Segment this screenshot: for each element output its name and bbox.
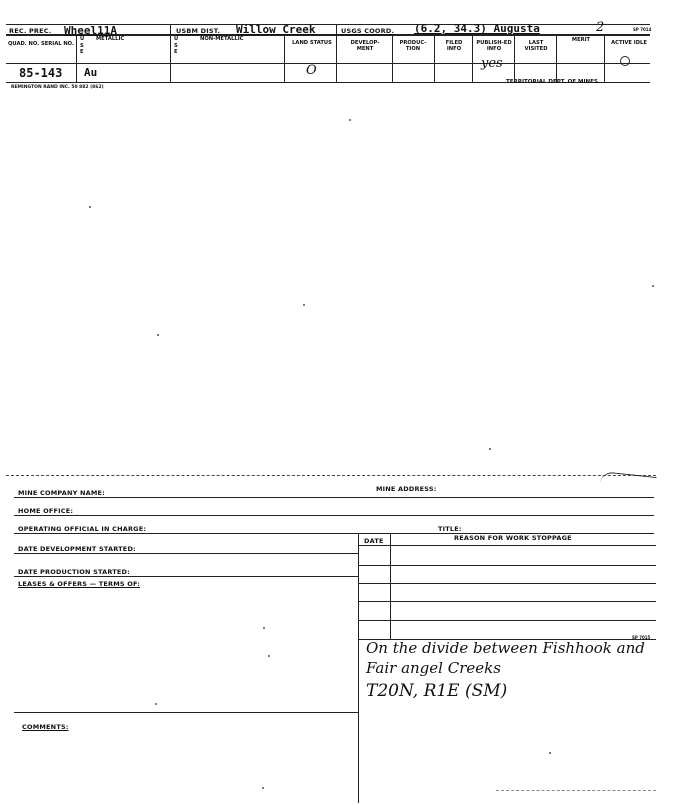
use-letter: S xyxy=(174,42,178,49)
active-idle-header: ACTIVE IDLE xyxy=(611,40,647,46)
last-visited-header: LAST VISITED xyxy=(524,40,548,52)
scan-speck xyxy=(89,206,91,208)
quad-serial-value: 85-143 xyxy=(19,66,63,80)
active-idle-circle-mark xyxy=(620,56,630,66)
sep xyxy=(284,34,285,82)
metallic-value: Au xyxy=(84,66,98,79)
usgs-coord-value: (6.2, 34.3) Augusta xyxy=(414,22,540,35)
comments-label: COMMENTS: xyxy=(22,723,69,731)
land-status-value: O xyxy=(306,63,317,78)
usbm-dist-label: USBM DIST. xyxy=(176,27,221,35)
date-development-label: DATE DEVELOPMENT STARTED: xyxy=(18,545,136,553)
stoppage-rule xyxy=(358,583,656,584)
rule xyxy=(14,576,358,577)
mine-company-label: MINE COMPANY NAME: xyxy=(18,489,105,497)
use-letters-nonmetallic xyxy=(174,36,182,56)
development-header: DEVELOP-MENT xyxy=(350,40,380,52)
quad-serial-header xyxy=(8,41,74,47)
scan-speck xyxy=(303,304,305,306)
printer-line: REMINGTON RAND INC. 50 882 (862) xyxy=(11,85,104,90)
scan-speck xyxy=(652,285,654,287)
quad-no-header: QUAD. NO. xyxy=(8,41,40,47)
date-production-label: DATE PRODUCTION STARTED: xyxy=(18,568,130,576)
operating-official-label: OPERATING OFFICIAL IN CHARGE: xyxy=(18,525,147,533)
stoppage-rule xyxy=(358,565,656,566)
land-status-header: LAND STATUS xyxy=(292,40,332,46)
stoppage-rule xyxy=(358,620,656,621)
merit-header: MERIT xyxy=(571,37,591,43)
sep xyxy=(434,34,435,82)
handwritten-note-line: Fair angel Creeks xyxy=(366,659,501,677)
reason-label: REASON FOR WORK STOPPAGE xyxy=(454,534,572,542)
form-code-top: SP 7014 xyxy=(633,27,652,32)
scan-speck xyxy=(155,703,157,705)
rule xyxy=(14,497,654,498)
scan-speck xyxy=(157,334,159,336)
dept-line: TERRITORIAL DEPT. OF MINES xyxy=(506,79,598,85)
published-info-header: PUBLISH-ED INFO xyxy=(476,40,512,52)
serial-no-header: SERIAL NO. xyxy=(40,41,74,47)
date-label: DATE xyxy=(364,537,384,545)
merit-mark: 2 xyxy=(596,20,605,35)
filed-info-header: FILED INFO xyxy=(445,40,463,52)
usbm-dist-value: Willow Creek xyxy=(236,23,316,36)
rec-prec-label: REC. PREC. xyxy=(9,27,52,35)
scan-bottom-edge xyxy=(496,790,656,791)
rule xyxy=(14,515,654,516)
rec-prec-value: Wheel11A xyxy=(64,24,117,37)
non-metallic-header: NON-METALLIC xyxy=(200,36,244,42)
leases-label: LEASES & OFFERS — TERMS OF: xyxy=(18,580,141,588)
scan-speck xyxy=(262,787,264,789)
values-top-rule xyxy=(6,63,650,64)
usgs-coord-label: USGS COORD. xyxy=(341,27,395,35)
sep xyxy=(170,24,171,34)
metallic-header: METALLIC xyxy=(96,36,125,42)
scan-speck xyxy=(489,448,491,450)
handwritten-note-line: On the divide between Fishhook and xyxy=(366,639,645,657)
use-letter: S xyxy=(80,42,84,49)
rule xyxy=(14,712,358,713)
stoppage-rule xyxy=(358,545,656,546)
published-info-value: yes xyxy=(481,56,503,71)
production-header: PRODUC-TION xyxy=(399,40,427,52)
form-code-bottom: SP 7015 xyxy=(632,635,651,640)
tear-line xyxy=(6,475,656,476)
stoppage-rule xyxy=(358,601,656,602)
sep xyxy=(604,34,605,82)
sep xyxy=(556,34,557,82)
scan-speck xyxy=(349,119,351,121)
scan-speck xyxy=(268,655,270,657)
mine-address-label: MINE ADDRESS: xyxy=(376,485,437,493)
sep xyxy=(170,34,171,82)
handwritten-note-line: T20N, R1E (SM) xyxy=(366,681,508,701)
sep xyxy=(76,34,77,82)
tear-curl xyxy=(599,471,656,490)
use-letters-metallic xyxy=(80,36,88,56)
sep xyxy=(392,34,393,82)
stoppage-date-rule xyxy=(390,533,391,639)
home-office-label: HOME OFFICE: xyxy=(18,507,74,515)
use-letter: U xyxy=(174,36,179,42)
use-letter: U xyxy=(80,36,85,42)
scan-speck xyxy=(549,752,551,754)
use-letter: E xyxy=(80,49,84,55)
sep xyxy=(472,34,473,82)
use-letter: E xyxy=(174,49,178,55)
sep xyxy=(336,34,337,82)
scan-speck xyxy=(263,627,265,629)
rule xyxy=(14,553,358,554)
title-label: TITLE: xyxy=(438,525,462,533)
stoppage-left-rule xyxy=(358,533,359,803)
sep xyxy=(514,34,515,82)
sep xyxy=(336,24,337,34)
